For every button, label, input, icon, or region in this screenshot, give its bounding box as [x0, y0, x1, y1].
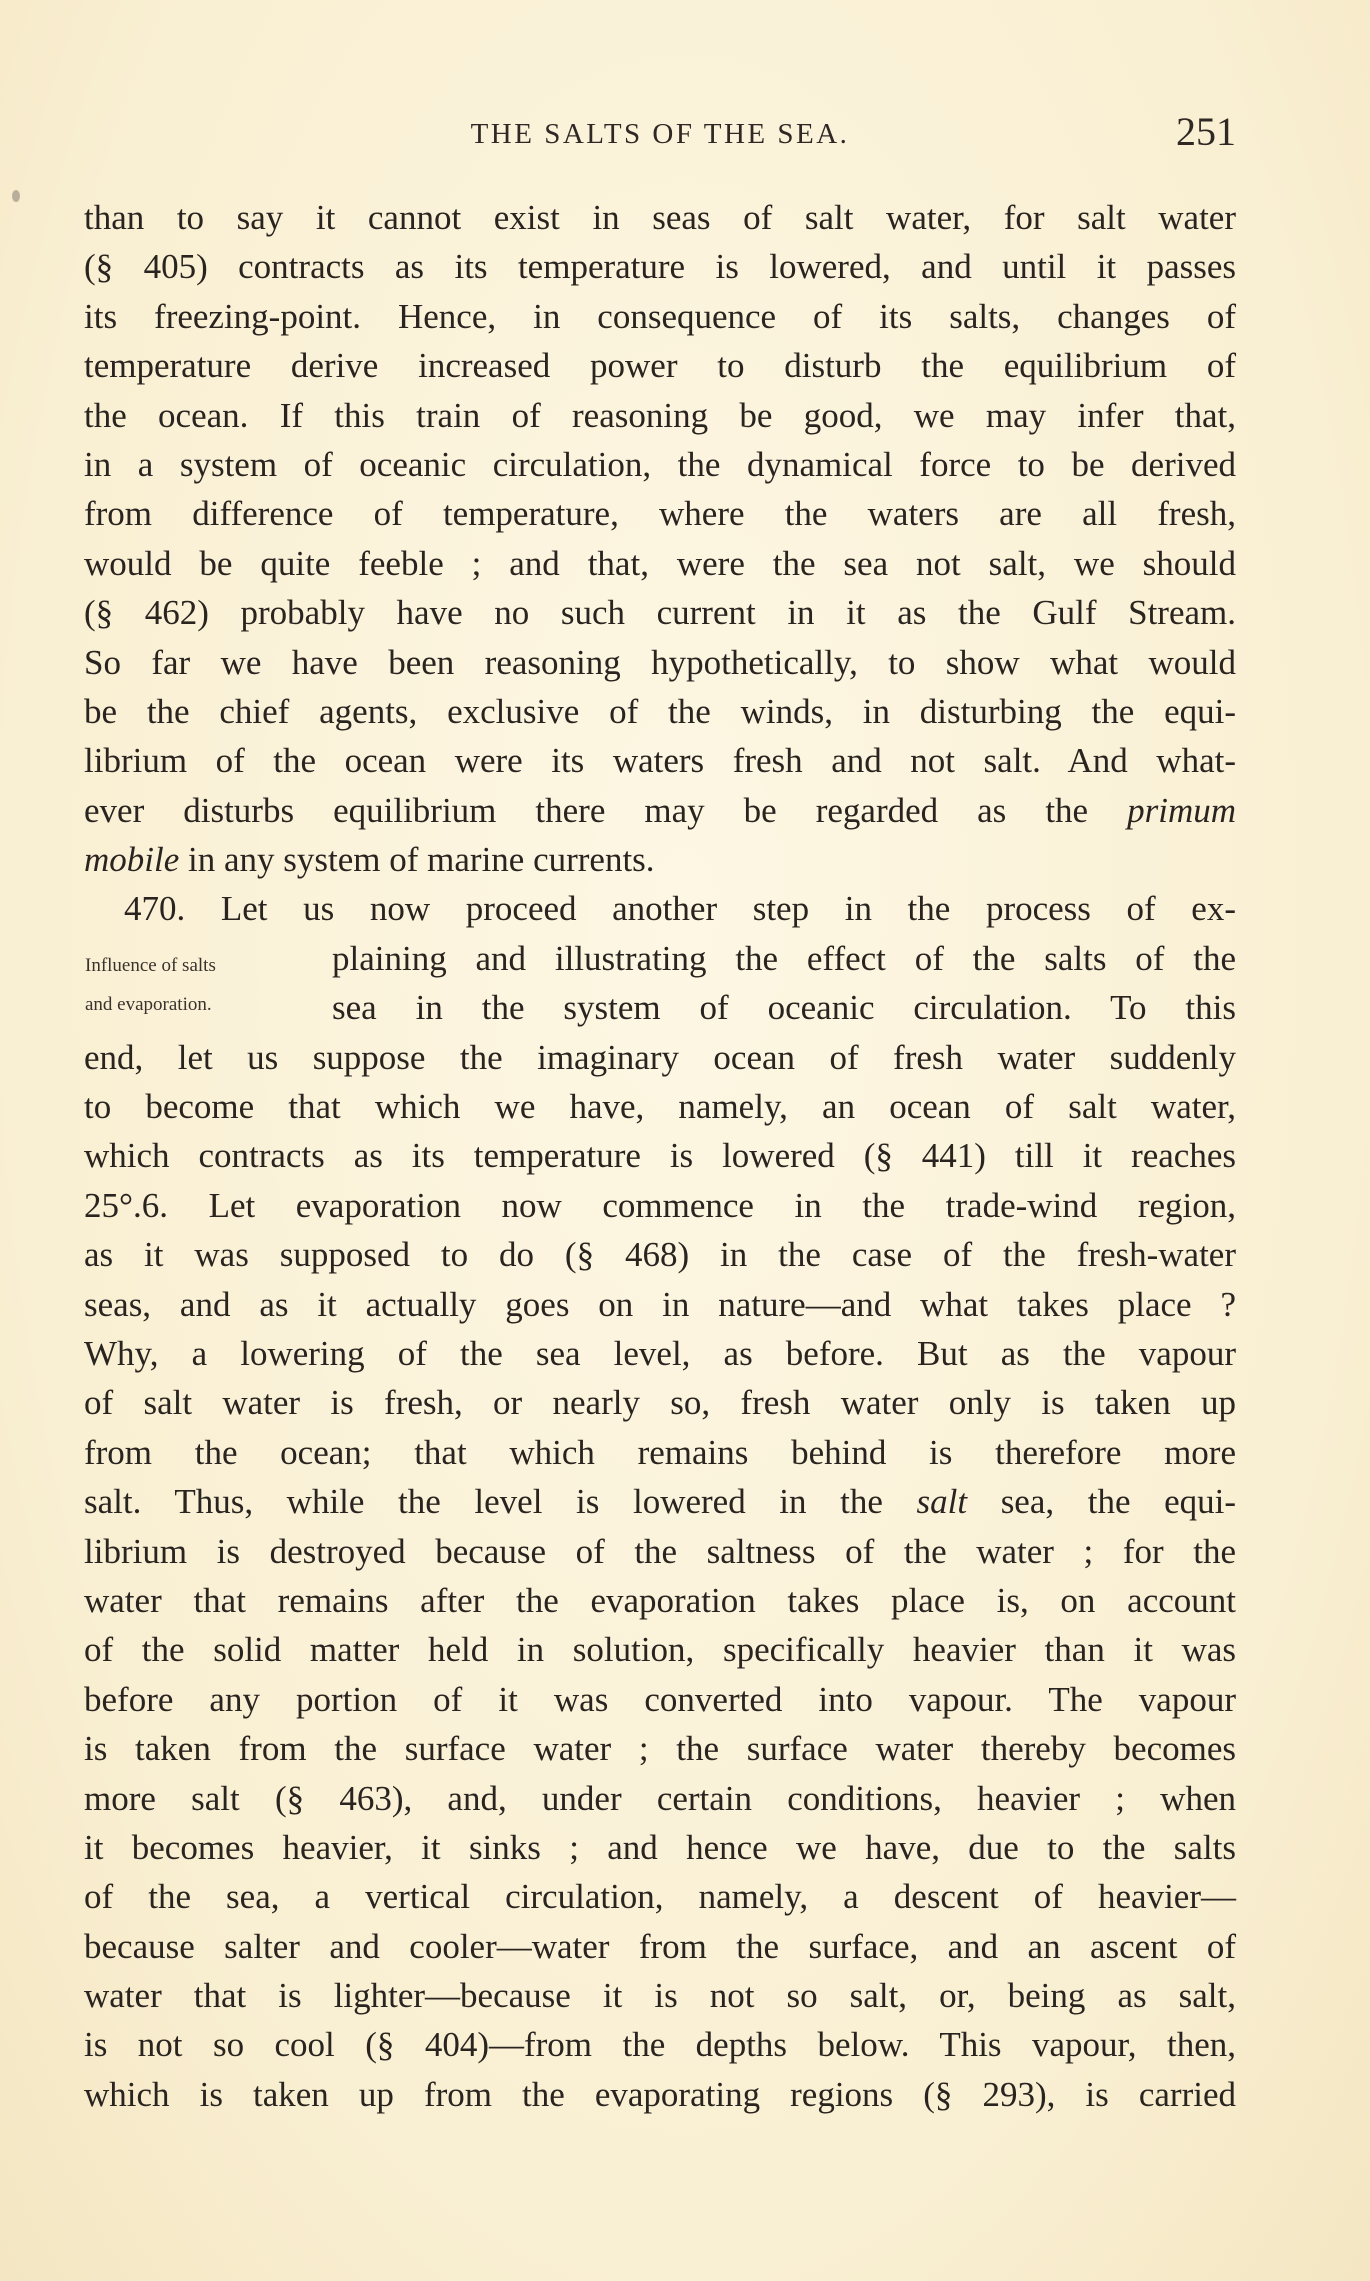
text-line: librium of the ocean were its waters fresh and not salt. And what- [84, 741, 1236, 781]
text-line: from difference of temperature, where the waters are all fresh, [84, 494, 1236, 534]
text-line: plaining and illustrating the effect of the salts of the [332, 938, 1236, 978]
paper-speck [12, 190, 20, 202]
text-line: be the chief agents, exclusive of the winds, in disturbing the equi- [84, 691, 1236, 731]
text-line: of the sea, a vertical circulation, namely, a descent of heavier— [84, 1877, 1236, 1917]
text-line: it becomes heavier, it sinks ; and hence we have, due to the salts [84, 1827, 1236, 1867]
page-number: 251 [1176, 109, 1236, 154]
text-segment: sea, the equi- [1000, 1482, 1237, 1522]
body-text [84, 193, 1236, 2119]
text-line: is taken from the surface water ; the surface water thereby becomes [84, 1729, 1236, 1769]
italic-term: salt [916, 1482, 968, 1522]
text-line: which is taken up from the evaporating regions (§ 293), is carried [84, 2074, 1236, 2114]
text-line-with-italic [84, 786, 1236, 835]
text-line: end, let us suppose the imaginary ocean of fresh water suddenly [84, 1037, 1236, 1077]
text-line: the ocean. If this train of reasoning be good, we may infer that, [84, 395, 1236, 435]
text-line-with-italic [84, 1477, 1236, 1526]
text-line: to become that which we have, namely, an ocean of salt water, [84, 1087, 1236, 1127]
text-line: because salter and cooler—water from the surface, and an ascent of [84, 1926, 1236, 1966]
text-line: (§ 462) probably have no such current in it as the Gulf Stream. [84, 593, 1236, 633]
italic-term: primum [1127, 790, 1236, 830]
text-line: water that is lighter—because it is not so salt, or, being as salt, [84, 1976, 1236, 2016]
italic-term: mobile [84, 840, 180, 880]
text-line: which contracts as its temperature is lowered (§ 441) till it reaches [84, 1136, 1236, 1176]
text-line: in a system of oceanic circulation, the dynamical force to be derived [84, 444, 1236, 484]
text-line: temperature derive increased power to disturb the equilibrium of [84, 346, 1236, 386]
text-segment: ever disturbs equilibrium there may be regarded as the [84, 790, 1089, 830]
text-line: water that remains after the evaporation takes place is, on account [84, 1580, 1236, 1620]
text-line: of the solid matter held in solution, specifically heavier than it was [84, 1630, 1236, 1670]
text-line: librium is destroyed because of the saltness of the water ; for the [84, 1531, 1236, 1571]
margin-note-line-1: Influence of salts [85, 955, 216, 976]
text-line: Why, a lowering of the sea level, as before. But as the vapour [84, 1333, 1236, 1373]
running-title: THE SALTS OF THE SEA. [470, 118, 850, 150]
text-line: seas, and as it actually goes on in nature—and what takes place ? [84, 1284, 1236, 1324]
text-line: sea in the system of oceanic circulation. To this [332, 988, 1236, 1028]
text-line: than to say it cannot exist in seas of salt water, for salt water [84, 198, 1236, 237]
text-line: from the ocean; that which remains behind is therefore more [84, 1432, 1236, 1472]
text-segment: salt. Thus, while the level is lowered in the [84, 1482, 883, 1522]
text-line: So far we have been reasoning hypothetically, to show what would [84, 642, 1236, 682]
margin-note-line-2: and evaporation. [85, 994, 212, 1015]
text-line: of salt water is fresh, or nearly so, fresh water only is taken up [84, 1383, 1236, 1423]
section-start-line: 470. Let us now proceed another step in the process of ex- [124, 889, 1236, 929]
text-line: as it was supposed to do (§ 468) in the case of the fresh-water [84, 1235, 1236, 1275]
text-line: more salt (§ 463), and, under certain conditions, heavier ; when [84, 1778, 1236, 1818]
running-head [84, 109, 1236, 162]
text-line: its freezing-point. Hence, in consequence of its salts, changes of [84, 296, 1236, 336]
text-line-with-italic [84, 835, 1236, 884]
text-line: 25°.6. Let evaporation now commence in the trade-wind region, [84, 1185, 1236, 1225]
text-line: is not so cool (§ 404)—from the depths below. This vapour, then, [84, 2025, 1236, 2065]
text-segment: in any system of marine currents. [188, 840, 655, 880]
text-line: (§ 405) contracts as its temperature is lowered, and until it passes [84, 247, 1236, 287]
text-line: before any portion of it was converted into vapour. The vapour [84, 1679, 1236, 1719]
text-line: would be quite feeble ; and that, were the sea not salt, we should [84, 543, 1236, 583]
